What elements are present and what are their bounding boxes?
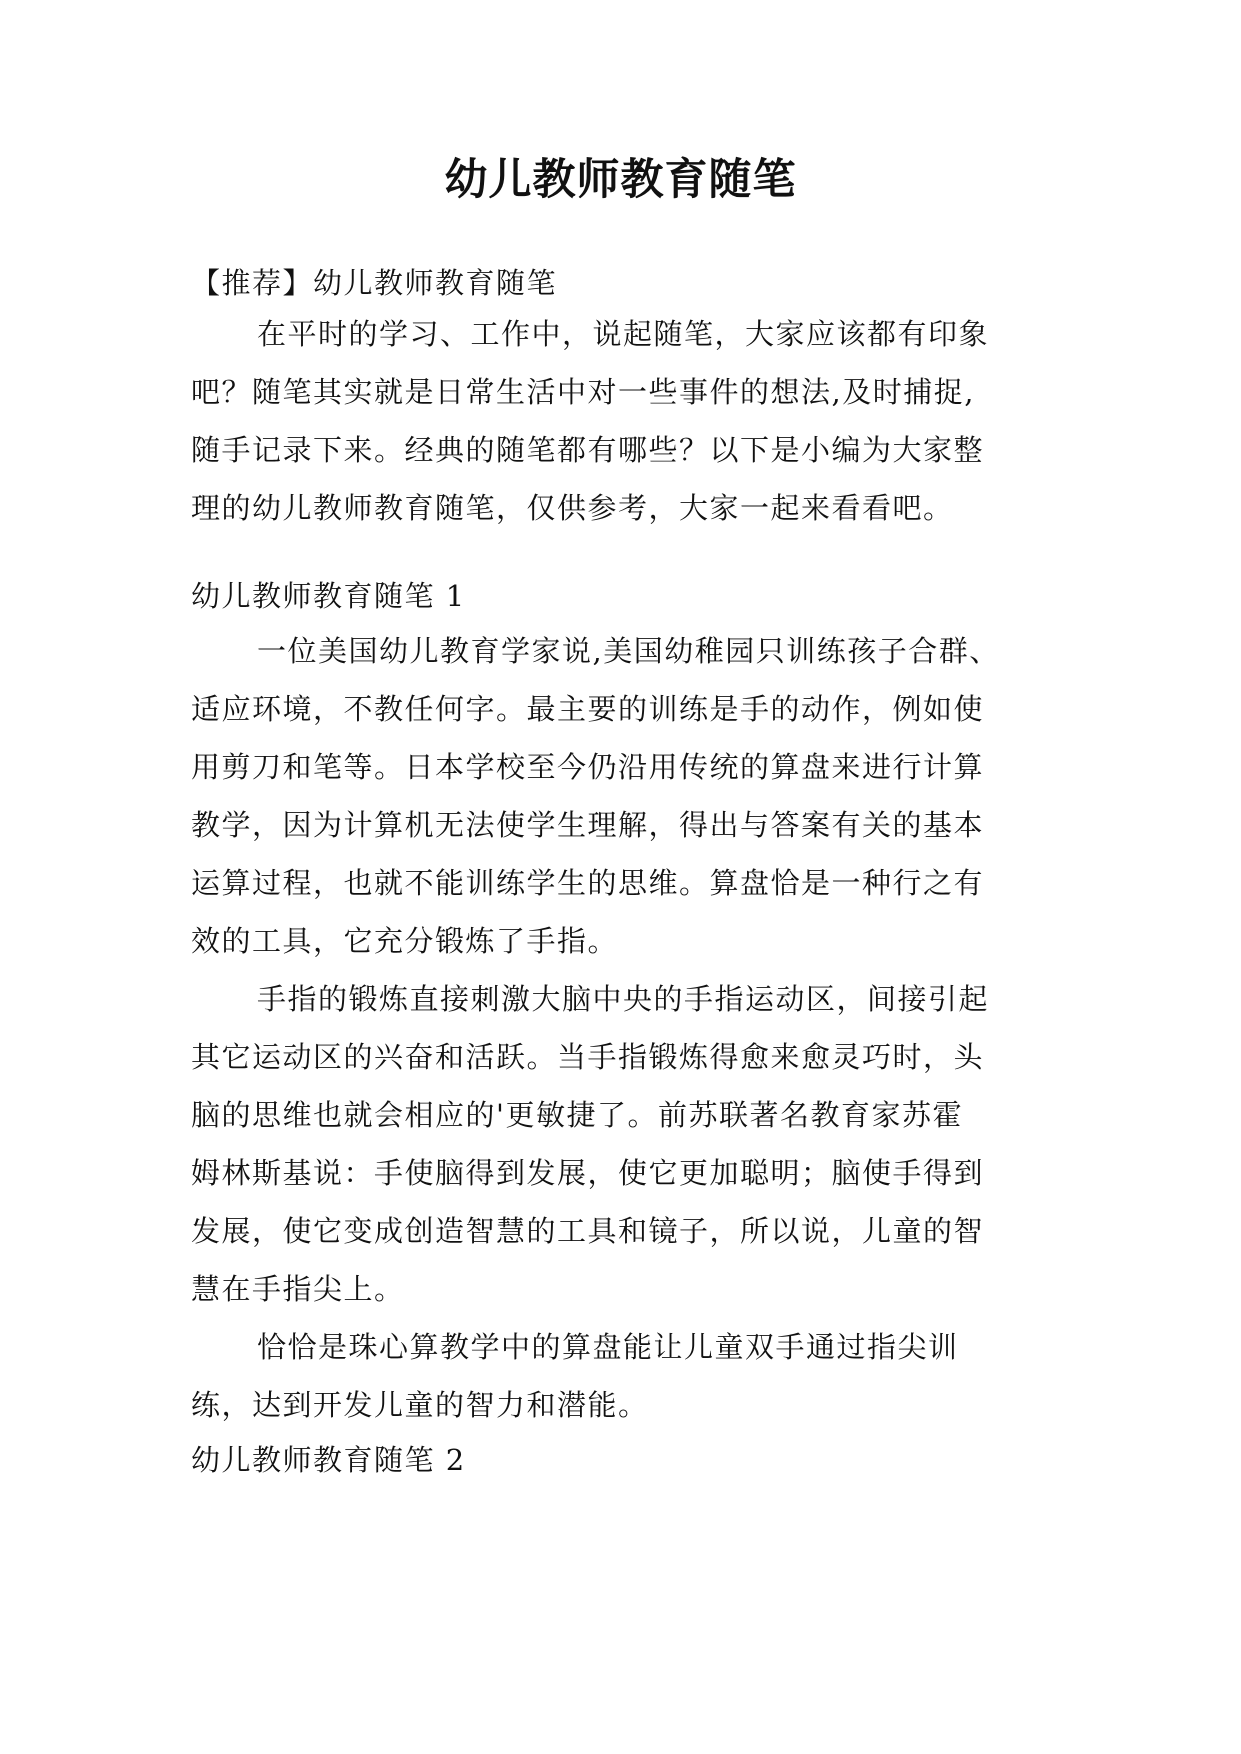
- paragraph-line: 在平时的学习、工作中，说起随笔，大家应该都有印象: [257, 317, 990, 351]
- paragraph-line: 其它运动区的兴奋和活跃。当手指锻炼得愈来愈灵巧时，头: [191, 1040, 985, 1074]
- paragraph-line: 适应环境，不教任何字。最主要的训练是手的动作，例如使: [191, 692, 985, 726]
- paragraph-line: 发展，使它变成创造智慧的工具和镜子，所以说，儿童的智: [191, 1214, 985, 1248]
- paragraph-line: 教学，因为计算机无法使学生理解，得出与答案有关的基本: [191, 808, 985, 842]
- section-heading: 幼儿教师教育随笔 1: [191, 579, 466, 613]
- paragraph-line: 一位美国幼儿教育学家说,美国幼稚园只训练孩子合群、: [257, 634, 1000, 668]
- paragraph-line: 效的工具，它充分锻炼了手指。: [191, 924, 619, 958]
- paragraph-line: 脑的思维也就会相应的'更敏捷了。前苏联著名教育家苏霍: [191, 1098, 963, 1132]
- paragraph-line: 练，达到开发儿童的智力和潜能。: [191, 1388, 649, 1422]
- paragraph-line: 恰恰是珠心算教学中的算盘能让儿童双手通过指尖训: [257, 1330, 959, 1364]
- paragraph-line: 姆林斯基说：手使脑得到发展，使它更加聪明；脑使手得到: [191, 1156, 985, 1190]
- paragraph-line: 随手记录下来。经典的随笔都有哪些？以下是小编为大家整: [191, 433, 985, 467]
- intro-heading: 【推荐】幼儿教师教育随笔: [191, 266, 558, 300]
- paragraph-line: 慧在手指尖上。: [191, 1272, 405, 1306]
- section-heading: 幼儿教师教育随笔 2: [191, 1443, 466, 1477]
- paragraph-line: 运算过程，也就不能训练学生的思维。算盘恰是一种行之有: [191, 866, 985, 900]
- document-title: 幼儿教师教育随笔: [444, 155, 797, 205]
- paragraph-line: 理的幼儿教师教育随笔，仅供参考，大家一起来看看吧。: [191, 491, 954, 525]
- paragraph-line: 手指的锻炼直接刺激大脑中央的手指运动区，间接引起: [257, 982, 990, 1016]
- paragraph-line: 吧？随笔其实就是日常生活中对一些事件的想法,及时捕捉,: [191, 375, 975, 409]
- paragraph-line: 用剪刀和笔等。日本学校至今仍沿用传统的算盘来进行计算: [191, 750, 985, 784]
